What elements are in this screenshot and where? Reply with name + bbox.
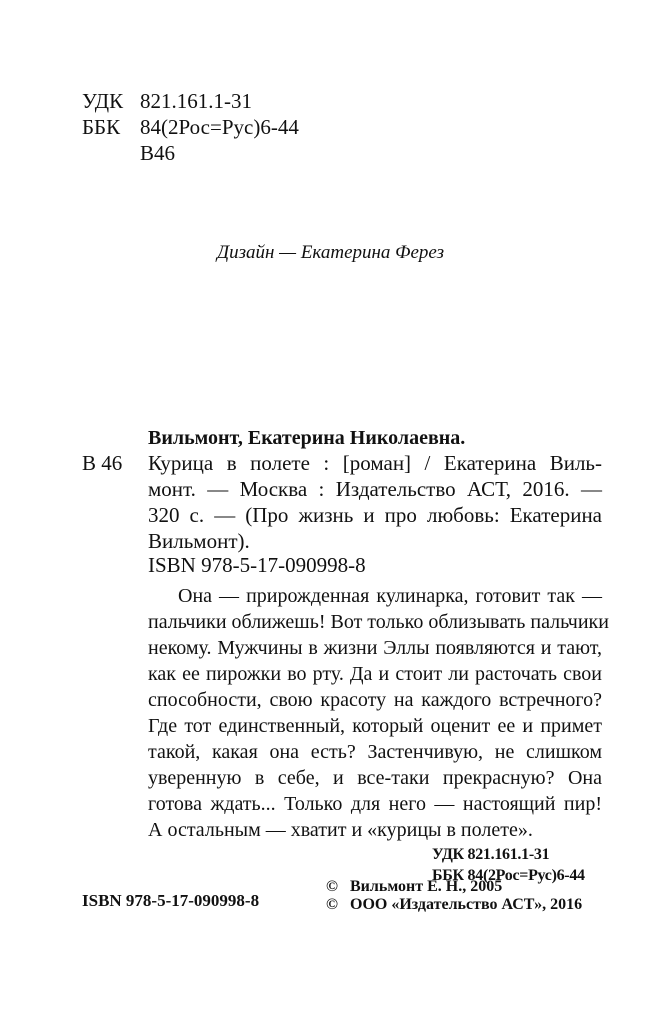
bib-line: 320 с. — (Про жизнь и про любовь: Екатерина — [148, 503, 602, 527]
design-credit: Дизайн — Екатерина Ферез — [217, 242, 444, 263]
annotation-line: способности, свою красоту на каждого встречного? — [148, 689, 602, 711]
annotation-line: Где тот единственный, который оценит ее и примет — [148, 715, 602, 737]
copyright-icon: © — [326, 878, 338, 895]
author-mark: В46 — [140, 141, 176, 165]
annotation-line: некому. Мужчины в жизни Эллы появляются и тают, — [148, 637, 602, 659]
bbk-row — [82, 114, 299, 140]
annotation-line: А остальным — хватит и «курицы в полете». — [148, 819, 533, 841]
udk-value: 821.161.1-31 — [140, 89, 252, 113]
author-mark-row — [82, 140, 175, 166]
bib-code: В 46 — [82, 451, 123, 475]
annotation-line: уверенную в себе, и все-таки прекрасную? Она — [148, 767, 602, 789]
copyright-publisher-text: ООО «Издательство АСТ», 2016 — [350, 896, 583, 913]
annotation-line: пальчики оближешь! Вот только облизывать пальчики — [148, 611, 609, 633]
bbk-small: ББК 84(2Рос=Рус)6-44 — [432, 867, 585, 884]
bib-line: Вильмонт). — [148, 529, 250, 553]
annotation-line: Она — прирожденная кулинарка, готовит так — — [178, 585, 602, 607]
annotation — [148, 583, 609, 843]
copyright-author — [326, 878, 502, 896]
copyright-publisher — [326, 896, 582, 914]
copyright-author-text: Вильмонт Е. Н., 2005 — [350, 878, 503, 895]
bib-line: монт. — Москва : Издательство АСТ, 2016. — — [148, 477, 602, 501]
annotation-line: как ее пирожки во рту. Да и стоит ли расточать свои — [148, 663, 602, 685]
udk-label: УДК — [82, 89, 124, 113]
footer-isbn: ISBN 978-5-17-090998-8 — [82, 891, 260, 910]
annotation-line: такой, какая она есть? Застенчивую, не слишком — [148, 741, 602, 763]
bib-author: Вильмонт, Екатерина Николаевна. — [148, 427, 466, 449]
annotation-line: готова ждать... Только для него — настоящий пир! — [148, 793, 602, 815]
bbk-label: ББК — [82, 115, 121, 139]
bib-isbn: ISBN 978-5-17-090998-8 — [148, 553, 366, 577]
bbk-value: 84(2Рос=Рус)6-44 — [140, 115, 299, 139]
udk-small: УДК 821.161.1-31 — [432, 846, 550, 863]
bib-description — [148, 450, 602, 554]
copyright-icon: © — [326, 896, 338, 913]
bib-line: Курица в полете : [роман] / Екатерина Виль- — [148, 451, 602, 475]
udk-row — [82, 88, 252, 114]
